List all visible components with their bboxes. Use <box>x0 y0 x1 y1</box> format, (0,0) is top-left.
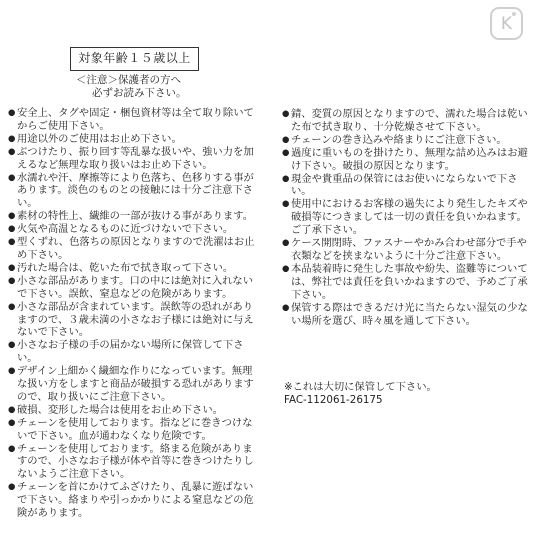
warning-item: ● 使用中におけるお客様の過失により発生したキズや破損等につきましては一切の責任を負いかねます。ご了承下さい。 <box>282 198 534 237</box>
warning-item: ● ケース開閉時、ファスナーやかみ合わせ部分で手や衣類などを挟まないように十分ご注意下さい。 <box>282 237 534 263</box>
warning-item: ● 現金や貴重品の保管にはお使いにならないで下さい。 <box>282 173 534 199</box>
warning-item: ● 型くずれ、色落ちの原因となりますので洗濯はお止め下さい。 <box>8 236 260 262</box>
warning-item: ● 用途以外のご使用はお止め下さい。 <box>8 133 260 146</box>
warning-list-right <box>282 108 534 327</box>
product-code: FAC-112061-26175 <box>284 393 383 406</box>
warning-item: ● 小さな部品があります。口の中には絶対に入れないで下さい。誤飲、窒息などの危険があります。 <box>8 275 260 301</box>
warning-item: ● チェーンを使用しております。絡まる危険がありますので、小さなお子様が体や首等に巻きつけたりしないようご注意下さい。 <box>8 443 260 482</box>
warning-item: ● チェーンを使用しております。指などに巻きつけないで下さい。血が通わなくなり危険です。 <box>8 417 260 443</box>
warning-list-left <box>8 107 260 520</box>
age-label: 対象年齢１５歳以上 <box>78 51 191 65</box>
warning-item: ● チェーンを首にかけてふざけたり、乱暴に遊ばないで下さい。絡まりや引っかかりによる窒息などの危険があります。 <box>8 481 260 520</box>
warning-item: ● 小さな部品が含まれています。誤飲等の恐れがありますので、３歳未満の小さなお子様には絶対に与えないで下さい。 <box>8 301 260 340</box>
warning-item: ● デザイン上細かく繊細な作りになっています。無理な扱い方をしますと商品が破損する恐れがありますので、取り扱いにご注意下さい。 <box>8 365 260 404</box>
warning-item: ● 安全上、タグや固定・梱包資材等は全て取り除いてからご使用下さい。 <box>8 107 260 133</box>
warning-item: ● 保管する際はできるだけ光に当たらない湿気の少ない場所を選び、時々風を通して下さい。 <box>282 302 534 328</box>
k-badge-icon[interactable] <box>490 7 523 40</box>
warning-item: ● 水濡れや汗、摩擦等により色落ち、色移りする事があります。淡色のものとの接触には十分ご注意下さい。 <box>8 172 260 211</box>
age-label-box <box>70 47 199 71</box>
warning-item: ● 火気や高温となるものに近づけないで下さい。 <box>8 223 260 236</box>
warning-item: ● 小さなお子様の手の届かない場所に保管して下さい。 <box>8 339 260 365</box>
warning-item: ● 過度に重いものを掛けたり、無理な詰め込みはお避け下さい。破損の原因となります。 <box>282 147 534 173</box>
caution-line-1: ＜注意＞保護者の方へ <box>76 74 181 86</box>
warning-item: ● ぶつけたり、振り回す等乱暴な扱いや、強い力を加えるなど無理な取り扱いはお止め下さい。 <box>8 146 260 172</box>
keep-note: ※これは大切に保管して下さい。 <box>284 381 437 393</box>
warning-item: ● 破損、変形した場合は使用をお止め下さい。 <box>8 404 260 417</box>
badge-letter: K <box>500 13 513 34</box>
warning-item: ● チェーンの巻き込みや絡まりにご注意下さい。 <box>282 134 534 147</box>
warning-item: ● 汚れた場合は、乾いた布で拭き取って下さい。 <box>8 262 260 275</box>
caution-heading <box>70 74 220 100</box>
caution-line-2: 必ずお読み下さい。 <box>92 87 187 99</box>
warning-item: ● 錆、変質の原因となりますので、濡れた場合は乾いた布で拭き取り、十分乾燥させて下さい。 <box>282 108 534 134</box>
footer-note <box>284 381 437 406</box>
badge-dot-icon <box>512 12 516 16</box>
warning-item: ● 本品装着時に発生した事故や紛失、盗難等については、弊社では責任を負いかねますので、予めご了承下さい。 <box>282 263 534 302</box>
warning-item: ● 素材の特性上、繊維の一部が抜ける事があります。 <box>8 210 260 223</box>
